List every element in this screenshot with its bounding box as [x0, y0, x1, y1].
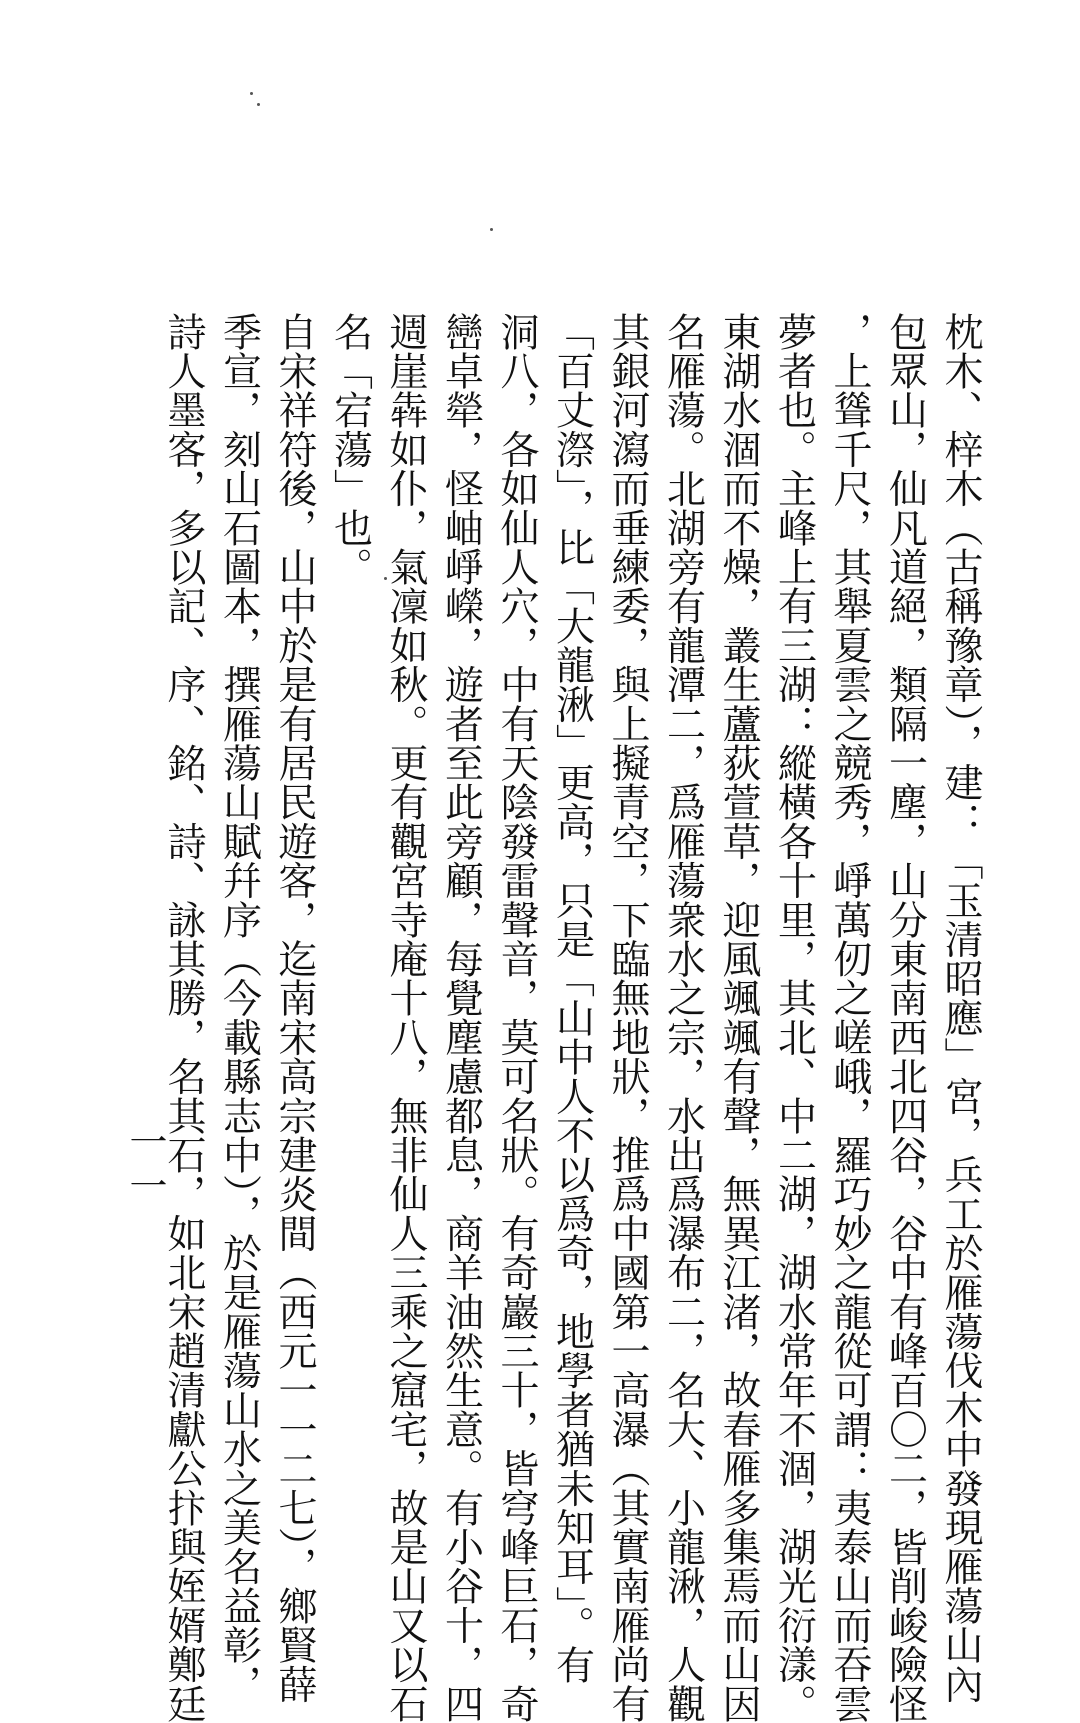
scan-speck [490, 228, 493, 231]
text-line: 週崖犇如仆，氣凜如秋。更有觀宮寺庵十八，無非仙人三乘之窟宅，故是山又以石 [383, 312, 428, 1723]
text-line: 自宋祥符後，山中於是有居民遊客，迄南宋高宗建炎間（西元一一二七），鄉賢薛 [272, 312, 317, 1704]
text-line: 洞八，各如仙人穴，中有天陰發雷聲音，莫可名狀。有奇巖三十，皆穹峰巨石，奇 [494, 312, 539, 1723]
text-line: 季宣，刻山石圖本，撰雁蕩山賦幷序（今載縣志中），於是雁蕩山水之美名益彰， [216, 312, 262, 1704]
text-line: 其銀河瀉而垂練委，與上擬青空，下臨無地狀，推爲中國第一高瀑（其實南雁尚有 [605, 312, 650, 1723]
text-line: 夢者也。主峰上有三湖：縱橫各十里，其北、中二湖，湖水常年不涸，湖光衍漾。 [771, 312, 817, 1723]
text-line: 「百丈漈」，比「大龍湫」更高，只是「山中人不以爲奇，地學者猶未知耳」。有 [549, 312, 595, 1685]
text-line: ，上聳千尺，其舉夏雲之競秀，崢萬仞之嵯峨，羅巧妙之龍從可謂：夷泰山而吞雲 [827, 312, 872, 1723]
text-line: 名雁蕩。北湖旁有龍潭二，爲雁蕩衆水之宗，水出爲瀑布二，名大、小龍湫，人觀 [660, 312, 706, 1723]
text-line: 枕木、梓木（古稱豫章），建：「玉清昭應」宮，兵工於雁蕩伐木中發現雁蕩山內 [938, 312, 983, 1704]
text-line: 詩人墨客，多以記、序、銘、詩、詠其勝，名其石，如北宋趙清獻公抃與姪婿鄭廷 [161, 312, 206, 1723]
body-text [156, 312, 989, 1723]
text-line: 名「宕蕩」也。 [327, 312, 373, 587]
scan-speck [250, 92, 253, 95]
text-line: 包眾山，仙凡道絕，類隔一塵，山分東南西北四谷，谷中有峰百〇二，皆削峻險怪 [882, 312, 928, 1723]
page-number: 一一 [123, 1122, 167, 1210]
text-line: 東湖水涸而不燥，叢生蘆荻萱草，迎風颯颯有聲，無異江渚，故春雁多集焉而山因 [716, 312, 761, 1723]
text-line: 巒卓犖，怪岫崢嶸，遊者至此旁顧，每覺塵慮都息，商羊油然生意。有小谷十，四 [438, 312, 484, 1723]
scan-speck [257, 103, 260, 106]
